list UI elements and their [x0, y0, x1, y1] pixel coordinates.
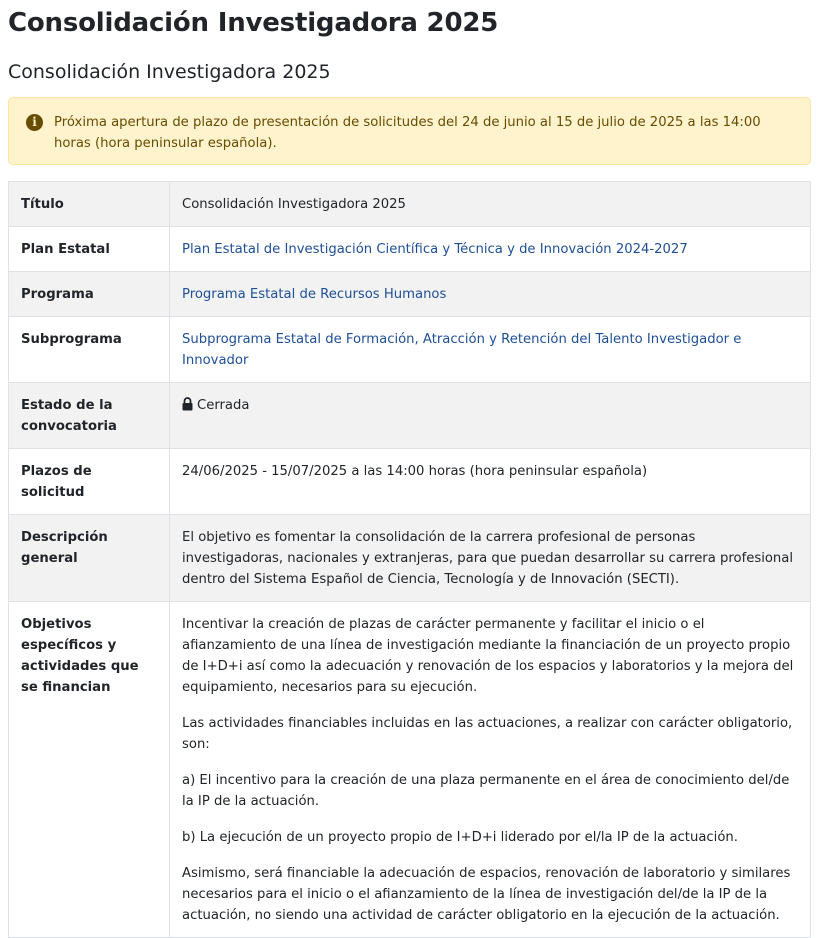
- objetivos-paragraph: Las actividades financiables incluidas en las actuaciones, a realizar con carácter obligatorio, son:: [182, 716, 793, 752]
- page-subtitle: Consolidación Investigadora 2025: [8, 61, 331, 83]
- alert-text: Próxima apertura de plazo de presentación de solicitudes del 24 de junio al 15 de julio de 2025 a las 14:00 horas (hora peninsular española).: [54, 115, 761, 151]
- table-row-estado: [9, 383, 811, 449]
- row-label: Programa: [9, 272, 170, 317]
- row-value: 24/06/2025 - 15/07/2025 a las 14:00 horas (hora peninsular española): [170, 449, 811, 515]
- row-value: El objetivo es fomentar la consolidación de la carrera profesional de personas investigadoras, nacionales y extranjeras, para que puedan desarrollar su carrera profesional dentro del Sistema Español de Ciencia, Tecnología y de Innovación (SECTI).: [170, 515, 811, 602]
- table-row-subprograma: [9, 317, 811, 383]
- table-row-plan-estatal: [9, 227, 811, 272]
- objetivos-paragraph: b) La ejecución de un proyecto propio de I+D+i liderado por el/la IP de la actuación.: [182, 830, 738, 845]
- row-label: Objetivos específicos y actividades que se financian: [9, 602, 170, 938]
- lock-icon: [182, 397, 193, 411]
- row-label: Plan Estatal: [9, 227, 170, 272]
- table-row-titulo: [9, 182, 811, 227]
- row-label: Descripción general: [9, 515, 170, 602]
- row-label: Título: [9, 182, 170, 227]
- info-circle-icon: i: [26, 114, 43, 131]
- row-label: Plazos de solicitud: [9, 449, 170, 515]
- row-value: [170, 227, 811, 272]
- objetivos-paragraph: Incentivar la creación de plazas de carácter permanente y facilitar el inicio o el afianzamiento de una línea de investigación mediante la financiación de un proyecto propio de I+D+i así como la adecuación y renovación de los espacios y laboratorios y la mejora del equipamiento, necesarios para su ejecución.: [182, 617, 794, 695]
- objetivos-paragraph: Asimismo, será financiable la adecuación de espacios, renovación de laboratorio y similares necesarios para el inicio o el afianzamiento de la línea de investigación del/de la IP de la actuación, no siendo una actividad de carácter obligatorio en la ejecución de la actuación.: [182, 866, 791, 923]
- table-row-programa: [9, 272, 811, 317]
- table-row-objetivos: [9, 602, 811, 938]
- row-value: [170, 383, 811, 449]
- page-title: Consolidación Investigadora 2025: [8, 8, 499, 38]
- table-row-descripcion: [9, 515, 811, 602]
- row-label: Subprograma: [9, 317, 170, 383]
- row-value: [170, 272, 811, 317]
- plan-estatal-link[interactable]: Plan Estatal de Investigación Científica y Técnica y de Innovación 2024-2027: [182, 242, 688, 257]
- row-label: Estado de la convocatoria: [9, 383, 170, 449]
- row-value: [170, 602, 811, 938]
- programa-link[interactable]: Programa Estatal de Recursos Humanos: [182, 287, 447, 302]
- row-value: Consolidación Investigadora 2025: [170, 182, 811, 227]
- opening-notice-alert: [8, 97, 811, 165]
- status-value: Cerrada: [197, 398, 250, 413]
- table-row-plazos: [9, 449, 811, 515]
- convocatoria-details-table: [8, 181, 811, 938]
- row-value: [170, 317, 811, 383]
- objetivos-paragraph: a) El incentivo para la creación de una plaza permanente en el área de conocimiento del/de la IP de la actuación.: [182, 773, 790, 809]
- subprograma-link[interactable]: Subprograma Estatal de Formación, Atracción y Retención del Talento Investigador e Innovador: [182, 332, 742, 368]
